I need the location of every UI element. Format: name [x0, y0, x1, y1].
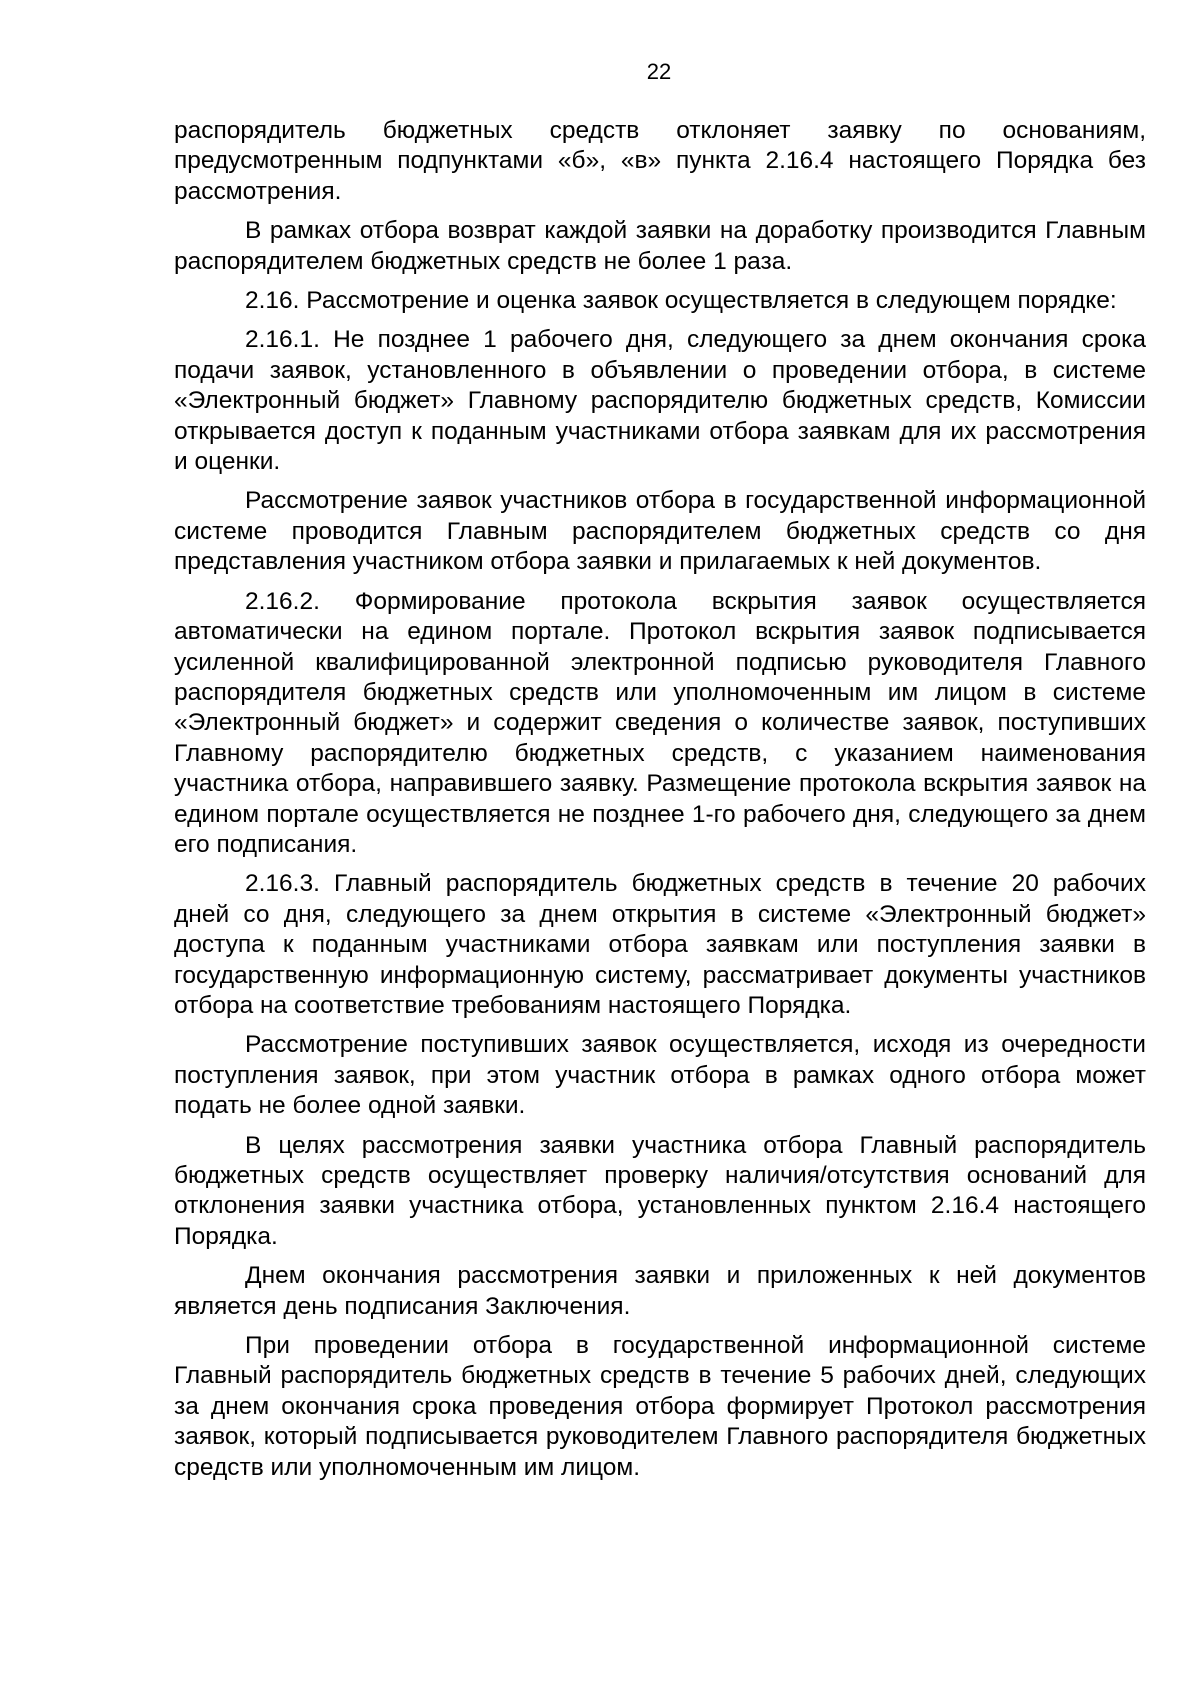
- document-body: [174, 116, 1146, 1492]
- paragraph-section-2-16-3: 2.16.3. Главный распорядитель бюджетных средств в течение 20 рабочих дней со дня, следующего за днем открытия в системе «Электронный бюджет» доступа к поданным участниками отбора заявкам или поступления заявки в государственную информационную систему, рассматривает документы участников отбора на соответствие требованиям настоящего Порядка.: [174, 870, 1146, 1019]
- paragraph: Рассмотрение поступивших заявок осуществляется, исходя из очередности поступления заявок, при этом участник отбора в рамках одного отбора может подать не более одной заявки.: [174, 1031, 1146, 1120]
- paragraph: Рассмотрение заявок участников отбора в государственной информационной системе проводится Главным распорядителем бюджетных средств со дня представления участником отбора заявки и прилагаемых к ней документов.: [174, 487, 1146, 576]
- paragraph-section-2-16-1: 2.16.1. Не позднее 1 рабочего дня, следующего за днем окончания срока подачи заявок, установленного в объявлении о проведении отбора, в системе «Электронный бюджет» Главному распорядителю бюджетных средств, Комиссии открывается доступ к поданным участниками отбора заявкам для их рассмотрения и оценки.: [174, 326, 1146, 476]
- paragraph-section-2-16: 2.16. Рассмотрение и оценка заявок осуществляется в следующем порядке:: [245, 287, 1117, 315]
- paragraph: Днем окончания рассмотрения заявки и приложенных к ней документов является день подписания Заключения.: [174, 1262, 1146, 1320]
- paragraph-continuation: распорядитель бюджетных средств отклоняет заявку по основаниям, предусмотренным подпунктами «б», «в» пункта 2.16.4 настоящего Порядка без рассмотрения.: [174, 117, 1146, 205]
- paragraph: В целях рассмотрения заявки участника отбора Главный распорядитель бюджетных средств осуществляет проверку наличия/отсутствия оснований для отклонения заявки участника отбора, установленных пунктом 2.16.4 настоящего Порядка.: [174, 1131, 1146, 1250]
- paragraph: При проведении отбора в государственной информационной системе Главный распорядитель бюджетных средств в течение 5 рабочих дней, следующих за днем окончания срока проведения отбора формирует Протокол рассмотрения заявок, который подписывается руководителем Главного распорядителя бюджетных средств или уполномоченным им лицом.: [174, 1332, 1146, 1481]
- paragraph: В рамках отбора возврат каждой заявки на доработку производится Главным распорядителем бюджетных средств не более 1 раза.: [174, 217, 1146, 275]
- page-number: 22: [646, 59, 672, 84]
- paragraph-section-2-16-2: 2.16.2. Формирование протокола вскрытия заявок осуществляется автоматически на едином портале. Протокол вскрытия заявок подписывается усиленной квалифицированной электронной подписью руководителя Главного распорядителя бюджетных средств или уполномоченным им лицом в системе «Электронный бюджет» и содержит сведения о количестве заявок, поступивших Главному распорядителю бюджетных средств, с указанием наименования участника отбора, направившего заявку. Размещение протокола вскрытия заявок на едином портале осуществляется не позднее 1-го рабочего дня, следующего за днем его подписания.: [174, 587, 1146, 858]
